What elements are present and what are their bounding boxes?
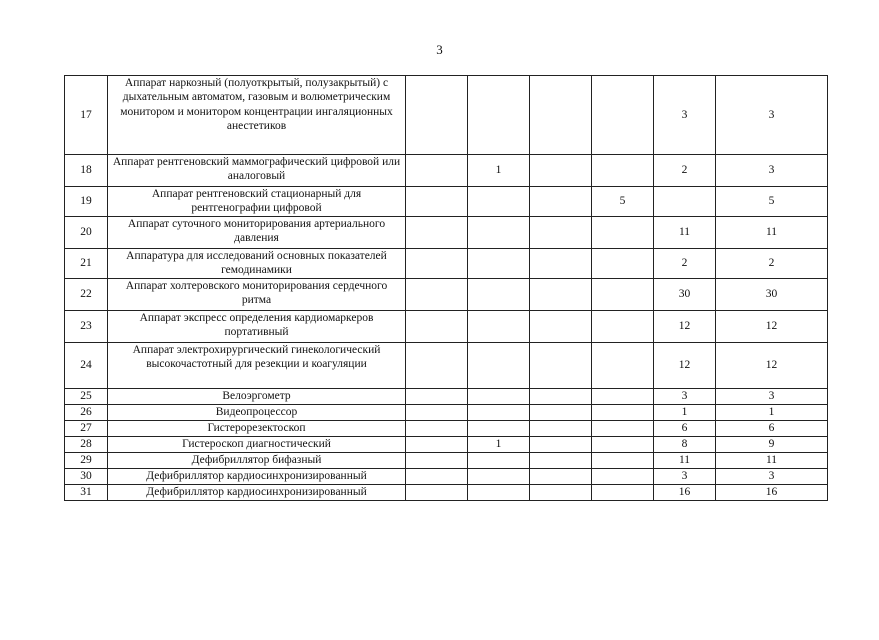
qty-col-3-cell <box>530 452 592 468</box>
total-qty-cell: 3 <box>716 468 828 484</box>
equipment-name-cell: Видеопроцессор <box>108 404 406 420</box>
qty-col-1-cell <box>406 76 468 155</box>
qty-col-3-cell <box>530 484 592 500</box>
equipment-name-cell: Аппарат наркозный (полуоткрытый, полузакрытый) с дыхательным автоматом, газовым и волюметрическим монитором и монитором концентрации ингаляционных анестетиков <box>108 76 406 155</box>
qty-col-2-cell <box>468 217 530 249</box>
qty-col-1-cell <box>406 468 468 484</box>
qty-col-5-cell: 3 <box>654 76 716 155</box>
qty-col-5-cell: 2 <box>654 155 716 187</box>
total-qty-cell: 1 <box>716 404 828 420</box>
qty-col-2-cell: 1 <box>468 155 530 187</box>
equipment-name-cell: Гистерорезектоскоп <box>108 420 406 436</box>
qty-col-3-cell <box>530 76 592 155</box>
qty-col-5-cell: 16 <box>654 484 716 500</box>
total-qty-cell: 30 <box>716 279 828 311</box>
total-qty-cell: 11 <box>716 217 828 249</box>
qty-col-5-cell: 11 <box>654 452 716 468</box>
qty-col-5-cell: 12 <box>654 343 716 389</box>
row-number-cell: 29 <box>65 452 108 468</box>
table-row <box>65 468 828 484</box>
row-number-cell: 28 <box>65 436 108 452</box>
qty-col-3-cell <box>530 217 592 249</box>
table-row <box>65 389 828 405</box>
qty-col-3-cell <box>530 311 592 343</box>
qty-col-2-cell <box>468 404 530 420</box>
qty-col-4-cell <box>592 468 654 484</box>
row-number-cell: 22 <box>65 279 108 311</box>
qty-col-2-cell <box>468 484 530 500</box>
qty-col-4-cell <box>592 343 654 389</box>
table-row <box>65 311 828 343</box>
equipment-name-cell: Гистероскоп диагностический <box>108 436 406 452</box>
qty-col-1-cell <box>406 249 468 279</box>
qty-col-3-cell <box>530 279 592 311</box>
total-qty-cell: 12 <box>716 311 828 343</box>
row-number-cell: 21 <box>65 249 108 279</box>
qty-col-1-cell <box>406 343 468 389</box>
equipment-name-cell: Аппарат суточного мониторирования артериального давления <box>108 217 406 249</box>
row-number-cell: 26 <box>65 404 108 420</box>
qty-col-3-cell <box>530 420 592 436</box>
qty-col-2-cell <box>468 76 530 155</box>
qty-col-1-cell <box>406 389 468 405</box>
qty-col-5-cell: 8 <box>654 436 716 452</box>
qty-col-4-cell <box>592 155 654 187</box>
qty-col-3-cell <box>530 389 592 405</box>
total-qty-cell: 16 <box>716 484 828 500</box>
table-row <box>65 249 828 279</box>
table-row <box>65 187 828 217</box>
row-number-cell: 27 <box>65 420 108 436</box>
qty-col-2-cell <box>468 343 530 389</box>
qty-col-4-cell <box>592 279 654 311</box>
total-qty-cell: 5 <box>716 187 828 217</box>
qty-col-5-cell: 30 <box>654 279 716 311</box>
qty-col-5-cell <box>654 187 716 217</box>
table-row <box>65 436 828 452</box>
total-qty-cell: 11 <box>716 452 828 468</box>
qty-col-1-cell <box>406 311 468 343</box>
table-row <box>65 452 828 468</box>
qty-col-2-cell <box>468 452 530 468</box>
qty-col-5-cell: 11 <box>654 217 716 249</box>
table-row <box>65 420 828 436</box>
table-row <box>65 76 828 155</box>
table-row <box>65 279 828 311</box>
qty-col-1-cell <box>406 217 468 249</box>
qty-col-5-cell: 6 <box>654 420 716 436</box>
qty-col-4-cell <box>592 217 654 249</box>
qty-col-5-cell: 2 <box>654 249 716 279</box>
row-number-cell: 19 <box>65 187 108 217</box>
row-number-cell: 30 <box>65 468 108 484</box>
qty-col-1-cell <box>406 155 468 187</box>
total-qty-cell: 9 <box>716 436 828 452</box>
qty-col-5-cell: 3 <box>654 468 716 484</box>
qty-col-2-cell <box>468 311 530 343</box>
table-row <box>65 484 828 500</box>
page-number: 3 <box>436 42 443 57</box>
total-qty-cell: 3 <box>716 389 828 405</box>
qty-col-2-cell <box>468 187 530 217</box>
qty-col-4-cell <box>592 76 654 155</box>
equipment-name-cell: Аппарат экспресс определения кардиомаркеров портативный <box>108 311 406 343</box>
qty-col-3-cell <box>530 187 592 217</box>
qty-col-3-cell <box>530 343 592 389</box>
equipment-name-cell: Дефибриллятор кардиосинхронизированный <box>108 468 406 484</box>
qty-col-3-cell <box>530 436 592 452</box>
total-qty-cell: 3 <box>716 155 828 187</box>
total-qty-cell: 12 <box>716 343 828 389</box>
qty-col-4-cell <box>592 249 654 279</box>
qty-col-4-cell <box>592 389 654 405</box>
row-number-cell: 31 <box>65 484 108 500</box>
qty-col-5-cell: 3 <box>654 389 716 405</box>
row-number-cell: 17 <box>65 76 108 155</box>
qty-col-3-cell <box>530 155 592 187</box>
row-number-cell: 24 <box>65 343 108 389</box>
table-row <box>65 217 828 249</box>
table-row <box>65 404 828 420</box>
qty-col-2-cell <box>468 389 530 405</box>
equipment-name-cell: Аппарат рентгеновский маммографический цифровой или аналоговый <box>108 155 406 187</box>
row-number-cell: 18 <box>65 155 108 187</box>
qty-col-4-cell <box>592 311 654 343</box>
qty-col-1-cell <box>406 436 468 452</box>
equipment-name-cell: Аппарат холтеровского мониторирования сердечного ритма <box>108 279 406 311</box>
qty-col-2-cell <box>468 279 530 311</box>
qty-col-2-cell: 1 <box>468 436 530 452</box>
qty-col-2-cell <box>468 420 530 436</box>
total-qty-cell: 6 <box>716 420 828 436</box>
qty-col-1-cell <box>406 279 468 311</box>
qty-col-2-cell <box>468 468 530 484</box>
equipment-table-body <box>65 76 828 501</box>
qty-col-4-cell <box>592 436 654 452</box>
row-number-cell: 20 <box>65 217 108 249</box>
qty-col-5-cell: 12 <box>654 311 716 343</box>
qty-col-4-cell: 5 <box>592 187 654 217</box>
qty-col-3-cell <box>530 468 592 484</box>
qty-col-3-cell <box>530 404 592 420</box>
equipment-name-cell: Дефибриллятор бифазный <box>108 452 406 468</box>
qty-col-5-cell: 1 <box>654 404 716 420</box>
equipment-name-cell: Аппарат электрохирургический гинекологический высокочастотный для резекции и коагуляции <box>108 343 406 389</box>
qty-col-1-cell <box>406 484 468 500</box>
equipment-name-cell: Аппаратура для исследований основных показателей гемодинамики <box>108 249 406 279</box>
total-qty-cell: 3 <box>716 76 828 155</box>
qty-col-3-cell <box>530 249 592 279</box>
qty-col-4-cell <box>592 420 654 436</box>
qty-col-4-cell <box>592 404 654 420</box>
total-qty-cell: 2 <box>716 249 828 279</box>
table-row <box>65 343 828 389</box>
row-number-cell: 25 <box>65 389 108 405</box>
equipment-table <box>64 75 828 501</box>
row-number-cell: 23 <box>65 311 108 343</box>
table-row <box>65 155 828 187</box>
qty-col-1-cell <box>406 452 468 468</box>
qty-col-1-cell <box>406 187 468 217</box>
equipment-name-cell: Дефибриллятор кардиосинхронизированный <box>108 484 406 500</box>
qty-col-1-cell <box>406 420 468 436</box>
qty-col-4-cell <box>592 484 654 500</box>
qty-col-1-cell <box>406 404 468 420</box>
equipment-name-cell: Аппарат рентгеновский стационарный для рентгенографии цифровой <box>108 187 406 217</box>
qty-col-4-cell <box>592 452 654 468</box>
qty-col-2-cell <box>468 249 530 279</box>
equipment-name-cell: Велоэргометр <box>108 389 406 405</box>
